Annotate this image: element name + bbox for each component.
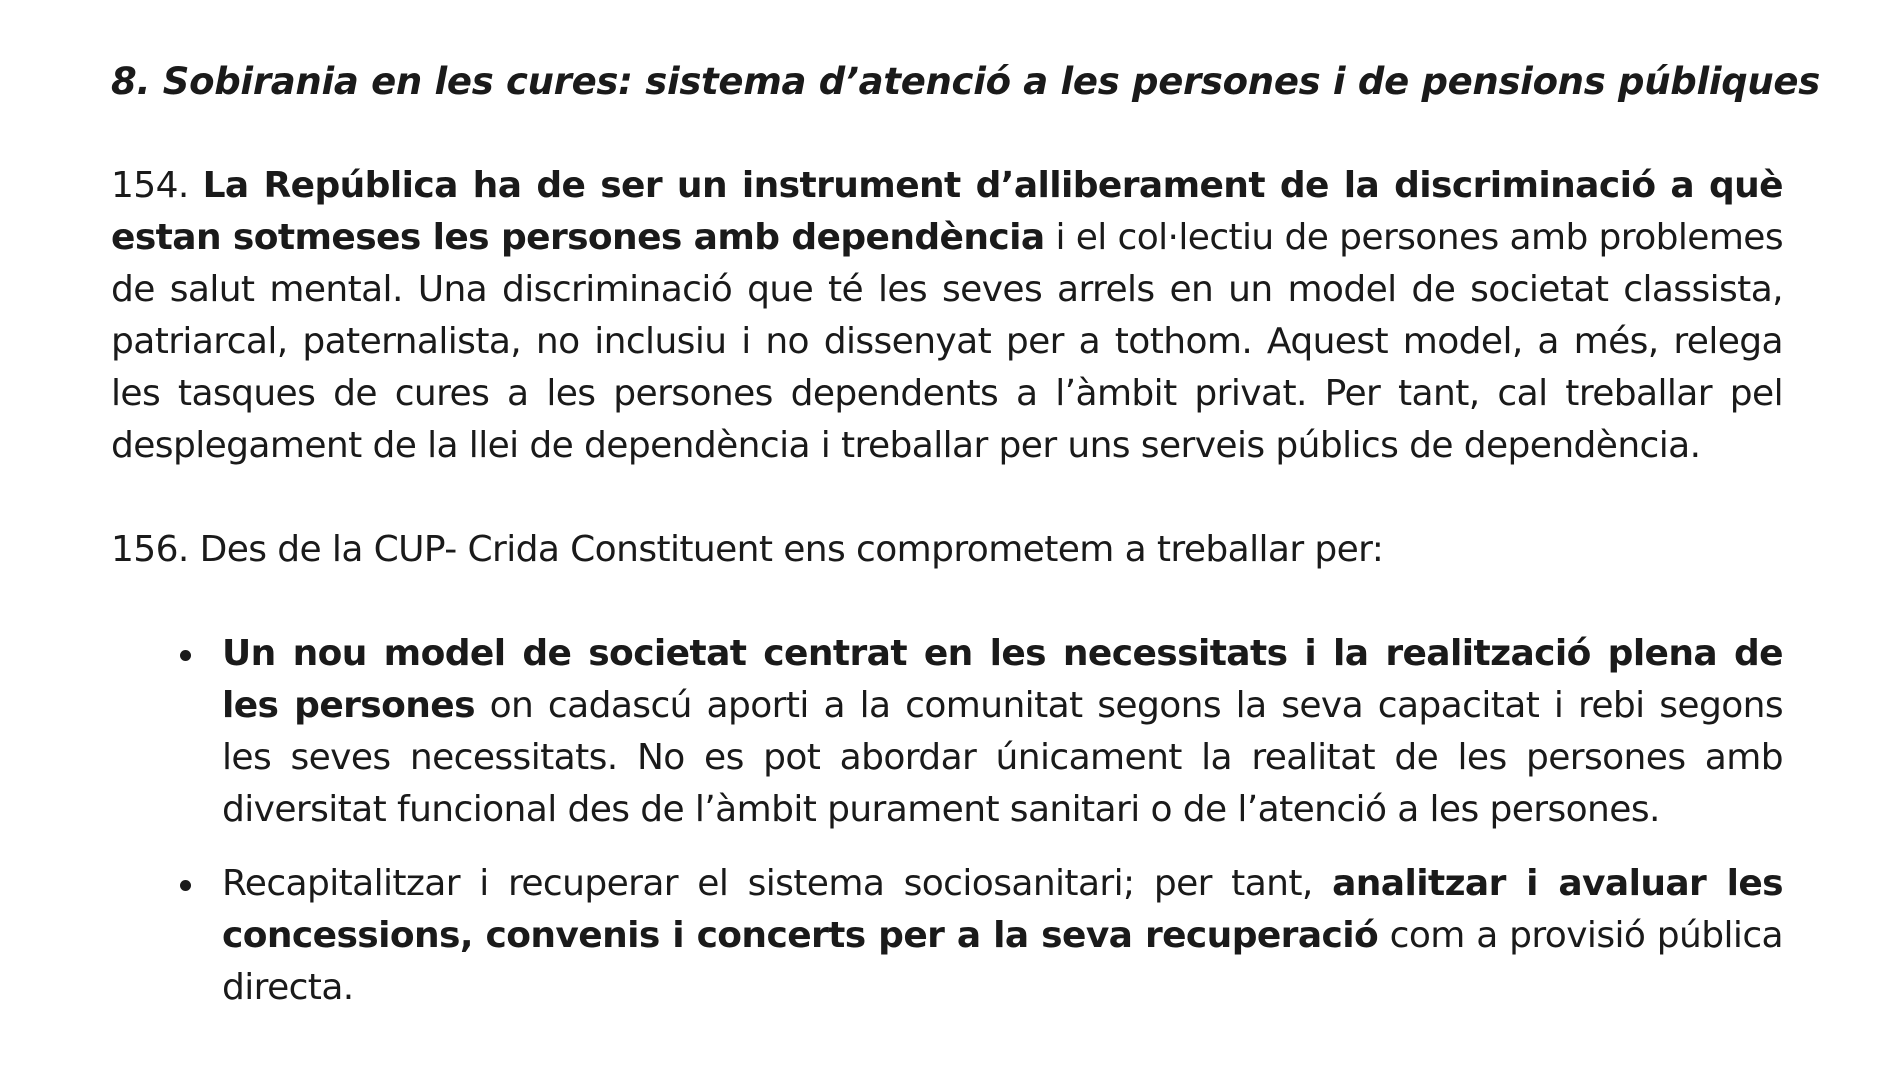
bullet-icon — [180, 880, 191, 891]
paragraph-156: 156. Des de la CUP- Crida Constituent ens comprometem a treballar per: — [111, 529, 1384, 570]
document-page — [111, 56, 1820, 1036]
list-item-text: on cadascú aporti a la comunitat segons la seva capacitat i rebi segons les seves necessitats. No es pot abordar únicament la realitat de les persones amb diversitat funcional des de l’àmbit purament sanitari o de l’atenció a les persones. — [222, 685, 1784, 830]
list-item-bold: analitzar i avaluar les concessions, convenis i concerts per a la seva recuperació — [222, 863, 1783, 956]
list-item — [222, 628, 1783, 836]
paragraph-154-text: i el col·lectiu de persones amb problemes de salut mental. Una discriminació que té les seves arrels en un model de societat classista, patriarcal, paternalista, no inclusiu i no dissenyat per a tothom. Aquest model, a més, relega les tasques de cures a les persones dependents a l’àmbit privat. Per tant, cal treballar pel desplegament de la llei de dependència i treballar per uns serveis públics de dependència. — [111, 217, 1784, 466]
list-item-text-pre: Recapitalitzar i recuperar el sistema sociosanitari; per tant, — [222, 863, 1333, 904]
paragraph-154-number: 154. — [111, 165, 189, 206]
list-item-bold: Un nou model de societat centrat en les necessitats i la realització plena de les persones — [222, 633, 1783, 726]
paragraph-154 — [111, 160, 1783, 472]
list-item — [222, 858, 1783, 1014]
commitments-list — [111, 628, 1783, 1014]
bullet-icon — [180, 650, 191, 661]
section-heading: 8. Sobirania en les cures: sistema d’atenció a les persones i de pensions públiques — [111, 60, 1820, 103]
paragraph-154-bold-lead: La República ha de ser un instrument d’alliberament de la discriminació a què estan sotmeses les persones amb dependència — [111, 165, 1783, 258]
list-item-text-post: com a provisió pública directa. — [222, 915, 1783, 1008]
